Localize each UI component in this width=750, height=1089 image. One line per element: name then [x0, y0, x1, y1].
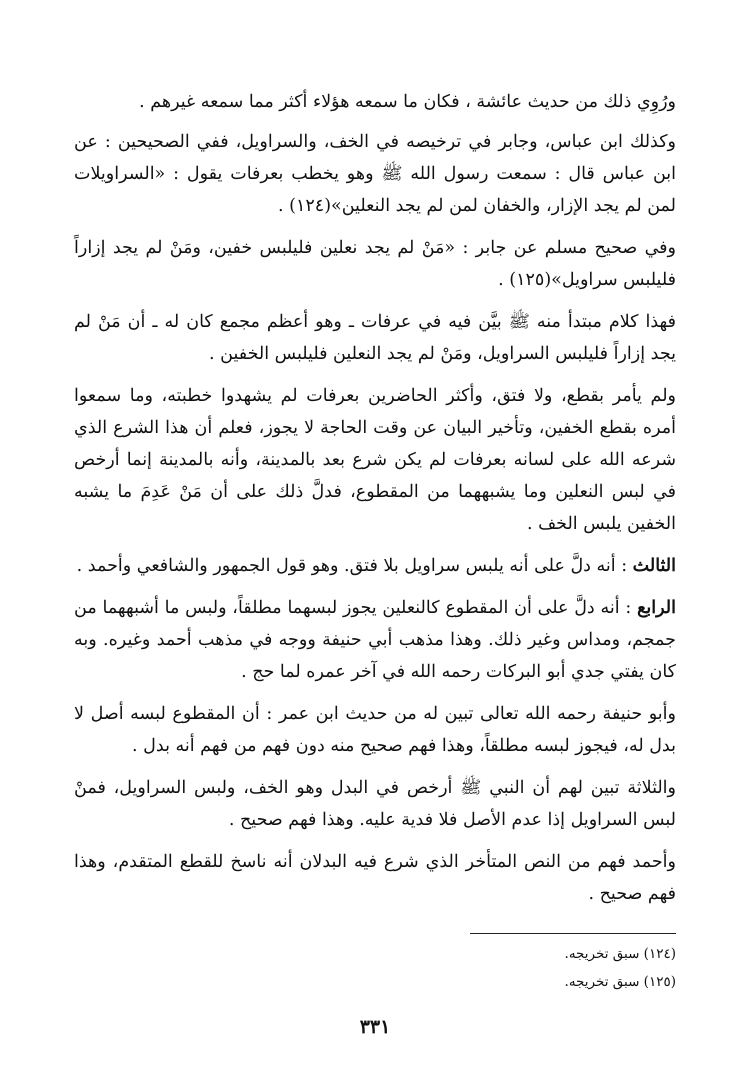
page-number: ٣٣١	[359, 1016, 391, 1038]
paragraph-2	[74, 126, 676, 222]
footnote-divider	[470, 933, 676, 934]
paragraph-9	[74, 772, 676, 836]
paragraph-text: وأبو حنيفة رحمه الله تعالى تبين له من حديث ابن عمر : أن المقطوع لبسه أصل لا بدل له، فيجوز لبسه مطلقاً، وهذا فهم صحيح منه دون فهم من فهم أنه بدل .	[74, 704, 676, 756]
paragraph-lead: الثالث	[632, 556, 676, 576]
paragraph-5	[74, 380, 676, 540]
paragraph-1	[74, 86, 676, 118]
paragraph-4	[74, 306, 676, 370]
paragraph-8	[74, 698, 676, 762]
paragraph-text: ولم يأمر بقطع، ولا فتق، وأكثر الحاضرين بعرفات لم يشهدوا خطبته، وما سمعوا أمره بقطع الخفين، وتأخير البيان عن وقت الحاجة لا يجوز، فعلم أن هذا الشرع الذي شرعه الله على لسانه بعرفات لم يكن شرع بعد بالمدينة، وأنه بالمدينة إنما أرخص في لبس النعلين وما يشبههما من المقطوع، فدلَّ ذلك على أن مَنْ عَدِمَ ما يشبه الخفين يلبس الخف .	[74, 386, 676, 534]
paragraph-3	[74, 232, 676, 296]
paragraph-text: وكذلك ابن عباس، وجابر في ترخيصه في الخف، والسراويل، ففي الصحيحين : عن ابن عباس قال : سمعت رسول الله ﷺ وهو يخطب بعرفات يقول : «السراويلات لمن لم يجد الإزار، والخفان لمن لم يجد النعلين»(١٢٤) .	[74, 132, 676, 216]
footnote-124: (١٢٤) سبق تخريجه.	[564, 946, 676, 962]
paragraph-text: وأحمد فهم من النص المتأخر الذي شرع فيه البدلان أنه ناسخ للقطع المتقدم، وهذا فهم صحيح .	[74, 852, 676, 904]
paragraph-6	[74, 550, 676, 582]
paragraph-10	[74, 846, 676, 910]
paragraph-lead: الرابع	[637, 598, 676, 618]
paragraph-text: وفي صحيح مسلم عن جابر : «مَنْ لم يجد نعلين فليلبس خفين، ومَنْ لم يجد إزاراً فليلبس سراويل»(١٢٥) .	[74, 238, 676, 290]
paragraph-text: : أنه دلَّ على أنه يلبس سراويل بلا فتق. وهو قول الجمهور والشافعي وأحمد .	[76, 556, 633, 576]
paragraph-text: فهذا كلام مبتدأ منه ﷺ بيَّن فيه في عرفات ـ وهو أعظم مجمع كان له ـ أن مَنْ لم يجد إزاراً فليلبس السراويل، ومَنْ لم يجد النعلين فليلبس الخفين .	[74, 312, 676, 364]
footnote-125: (١٢٥) سبق تخريجه.	[564, 974, 676, 990]
paragraph-7	[74, 592, 676, 688]
paragraph-text: والثلاثة تبين لهم أن النبي ﷺ أرخص في البدل وهو الخف، ولبس السراويل، فمنْ لبس السراويل إذا عدم الأصل فلا فدية عليه. وهذا فهم صحيح .	[74, 778, 676, 830]
body-text	[74, 86, 676, 920]
footnotes	[74, 940, 676, 996]
paragraph-text: ورُوِي ذلك من حديث عائشة ، فكان ما سمعه هؤلاء أكثر مما سمعه غيرهم .	[139, 92, 676, 112]
paragraph-text: : أنه دلَّ على أن المقطوع كالنعلين يجوز لبسهما مطلقاً، ولبس ما أشبههما من جمجم، ومداس وغير ذلك. وهذا مذهب أبي حنيفة ووجه في مذهب أحمد وغيره. وبه كان يفتي جدي أبو البركات رحمه الله في آخر عمره لما حج .	[74, 598, 676, 682]
